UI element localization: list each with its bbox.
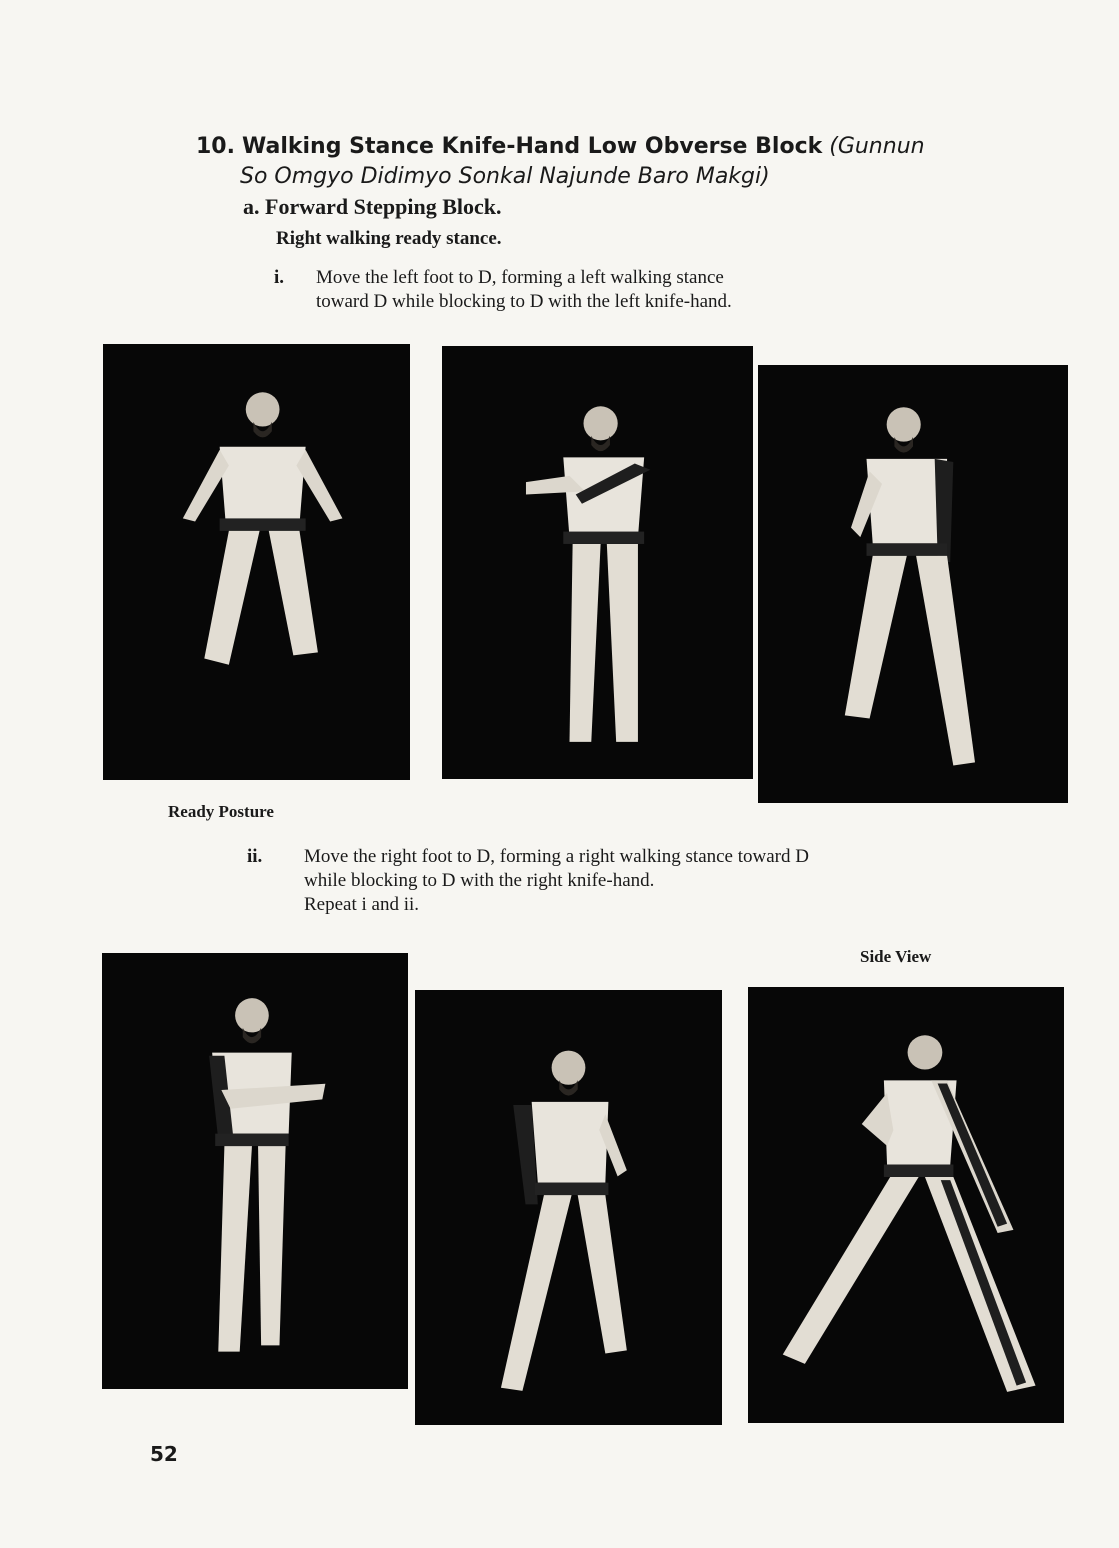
section-korean-title-end: So Omgyo Didimyo Sonkal Najunde Baro Makgi) (240, 164, 770, 189)
photo-figure (758, 365, 1068, 803)
step-text (304, 845, 809, 917)
step-i-chamber-photo (442, 346, 753, 779)
step-i (274, 266, 914, 316)
photo-figure (748, 987, 1064, 1423)
section-title: Walking Stance Knife-Hand Low Obverse Block (241, 134, 823, 159)
section-number: 10. (196, 134, 235, 159)
photo-figure (102, 953, 408, 1389)
page-number: 52 (150, 1442, 178, 1466)
step-marker: i. (274, 267, 285, 288)
side-view-caption: Side View (860, 947, 932, 966)
photo-figure (103, 344, 410, 780)
step-text (316, 266, 732, 314)
ready-stance-text: Right walking ready stance. (276, 228, 502, 249)
step-line: while blocking to D with the right knife-hand. (304, 870, 655, 891)
section-heading (196, 132, 1056, 192)
step-ii-block-photo (415, 990, 722, 1425)
side-view-photo (748, 987, 1064, 1423)
step-line: toward D while blocking to D with the left knife-hand. (316, 291, 732, 312)
photo-figure (442, 346, 753, 779)
step-marker: ii. (247, 846, 263, 867)
photo-figure (415, 990, 722, 1425)
step-line: Repeat i and ii. (304, 894, 420, 915)
step-ii (247, 845, 987, 925)
step-line: Move the right foot to D, forming a right walking stance toward D (304, 846, 809, 867)
step-ii-chamber-photo (102, 953, 408, 1389)
ready-posture-photo (103, 344, 410, 780)
step-i-block-photo (758, 365, 1068, 803)
ready-posture-caption: Ready Posture (168, 802, 274, 821)
section-korean-title-start: (Gunnun (829, 134, 925, 159)
step-line: Move the left foot to D, forming a left walking stance (316, 267, 724, 288)
subsection-title: a. Forward Stepping Block. (243, 194, 502, 219)
